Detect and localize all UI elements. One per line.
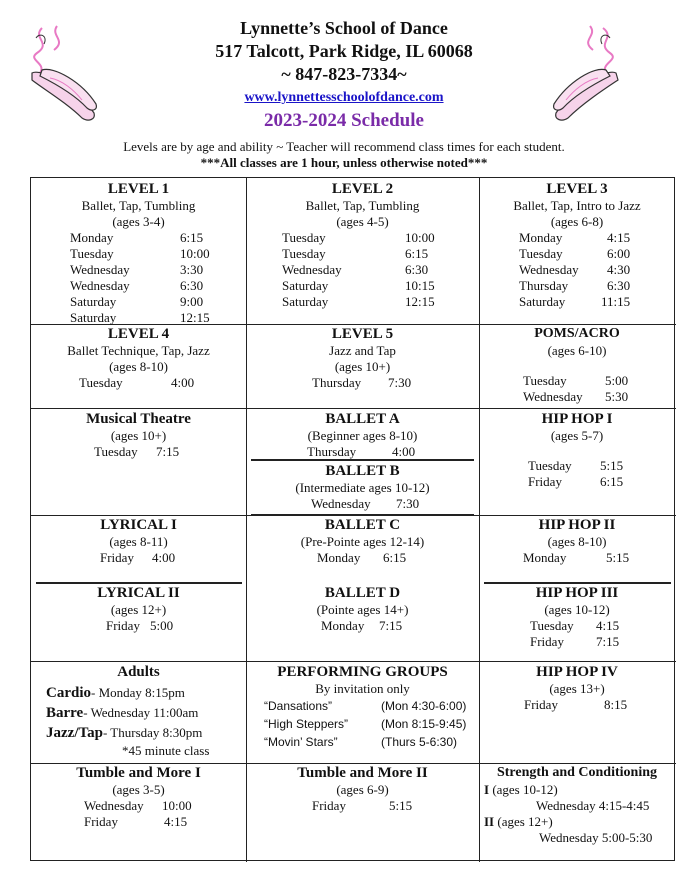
time: 5:15 xyxy=(600,458,624,473)
time: 6:30 xyxy=(405,262,429,277)
time: 10:15 xyxy=(405,278,435,293)
time: 4:15 xyxy=(607,230,631,245)
class-lyrical-1 xyxy=(32,516,245,566)
day: Monday xyxy=(317,550,361,565)
adult-class-note: *45 minute class xyxy=(122,743,210,758)
class-title: Tumble and More II xyxy=(297,765,428,781)
adult-class-name: Cardio xyxy=(46,685,91,701)
class-ages: (ages 8-11) xyxy=(109,534,168,549)
class-title: LEVEL 2 xyxy=(331,181,394,197)
time: 8:15 xyxy=(604,697,628,712)
class-performing-groups xyxy=(247,663,478,751)
class-ages: (ages 5-7) xyxy=(550,428,604,443)
class-tumble-1 xyxy=(32,764,245,830)
time: 7:30 xyxy=(396,496,420,511)
class-strength-conditioning xyxy=(480,764,674,846)
day: Tuesday xyxy=(282,230,326,245)
class-title: BALLET A xyxy=(325,411,400,427)
class-title: Strength and Conditioning xyxy=(496,765,657,780)
day: Wednesday xyxy=(519,262,579,277)
group-time: (Thurs 5-6:30) xyxy=(381,735,458,749)
adult-class-time: - Wednesday 11:00am xyxy=(83,705,199,720)
class-subtitle: Jazz and Tap xyxy=(329,343,396,358)
time: 4:15 xyxy=(164,814,188,829)
class-title: HIP HOP III xyxy=(535,585,619,601)
class-ages: (Pointe ages 14+) xyxy=(316,602,409,617)
time: 6:15 xyxy=(405,246,429,261)
day: Tuesday xyxy=(94,444,138,459)
day: Saturday xyxy=(282,294,329,309)
class-ages: (ages 3-4) xyxy=(112,214,165,229)
group-name: “High Steppers” xyxy=(264,717,349,731)
day: Monday xyxy=(321,618,365,633)
group-time: Wednesday 5:00-5:30 xyxy=(539,830,653,845)
school-website-link[interactable]: www.lynnettesschoolofdance.com xyxy=(244,90,444,105)
class-title: LEVEL 4 xyxy=(107,326,170,342)
day: Wednesday xyxy=(282,262,342,277)
class-poms-acro xyxy=(480,325,674,405)
class-ages: (ages 8-10) xyxy=(109,359,168,374)
adult-class-name: Barre xyxy=(46,705,84,721)
day: Friday xyxy=(524,697,558,712)
class-ages: (ages 10+) xyxy=(110,428,167,443)
class-ages: (ages 6-10) xyxy=(547,343,607,358)
class-hip-hop-4 xyxy=(480,663,674,713)
day: Tuesday xyxy=(282,246,326,261)
day: Friday xyxy=(84,814,118,829)
group-ages: (ages 10-12) xyxy=(489,782,558,797)
day: Saturday xyxy=(519,294,566,309)
ballet-shoes-icon xyxy=(548,18,628,128)
class-ballet-d xyxy=(247,584,478,634)
class-ages: (ages 10-12) xyxy=(544,602,610,617)
day: Wednesday xyxy=(70,262,130,277)
time: 7:15 xyxy=(379,618,403,633)
class-title: Adults xyxy=(117,664,160,680)
time: 4:30 xyxy=(607,262,631,277)
class-subtitle: Ballet, Tap, Intro to Jazz xyxy=(513,198,641,213)
levels-note: Levels are by age and ability ~ Teacher will recommend class times for each student. xyxy=(123,139,565,154)
ballet-shoes-icon xyxy=(22,18,102,128)
duration-note: ***All classes are 1 hour, unless otherwise noted*** xyxy=(200,155,488,170)
class-title: LEVEL 5 xyxy=(331,326,394,342)
day: Friday xyxy=(106,618,140,633)
time: 6:30 xyxy=(180,278,204,293)
time: 3:30 xyxy=(180,262,204,277)
group-label: II xyxy=(484,814,495,829)
class-title: Tumble and More I xyxy=(76,765,201,781)
day: Wednesday xyxy=(523,389,583,404)
class-ages: (ages 10+) xyxy=(334,359,391,374)
class-ballet-b xyxy=(247,462,478,512)
class-title: LYRICAL I xyxy=(100,517,177,533)
class-title: HIP HOP IV xyxy=(536,664,618,680)
school-address: 517 Talcott, Park Ridge, IL 60068 xyxy=(215,41,473,61)
day: Tuesday xyxy=(79,375,123,390)
schedule-year-title: 2023-2024 Schedule xyxy=(264,110,424,131)
day: Monday xyxy=(70,230,114,245)
adult-class-time: - Thursday 8:30pm xyxy=(102,725,203,740)
class-ages: (ages 12+) xyxy=(110,602,167,617)
class-tumble-2 xyxy=(247,764,478,814)
day: Thursday xyxy=(519,278,569,293)
group-name: “Movin’ Stars” xyxy=(264,735,338,749)
day: Tuesday xyxy=(528,458,572,473)
day: Monday xyxy=(519,230,563,245)
time: 6:00 xyxy=(607,246,631,261)
time: 7:30 xyxy=(388,375,412,390)
class-subtitle: Ballet Technique, Tap, Jazz xyxy=(67,343,210,358)
day: Tuesday xyxy=(519,246,563,261)
class-title: BALLET C xyxy=(324,517,401,533)
class-ages: (ages 4-5) xyxy=(336,214,389,229)
class-hip-hop-2 xyxy=(480,516,674,566)
class-subtitle: Ballet, Tap, Tumbling xyxy=(305,198,420,213)
adult-class-name: Jazz/Tap xyxy=(46,725,103,741)
class-ages: (ages 3-5) xyxy=(112,782,165,797)
school-name: Lynnette’s School of Dance xyxy=(240,18,448,38)
class-title: LYRICAL II xyxy=(97,585,180,601)
group-time: (Mon 8:15-9:45) xyxy=(381,717,467,731)
class-level-1 xyxy=(32,180,245,326)
day: Wednesday xyxy=(311,496,371,511)
time: 7:15 xyxy=(156,444,180,459)
group-label: I xyxy=(484,782,490,797)
class-ages: (Intermediate ages 10-12) xyxy=(295,480,430,495)
class-ages: (ages 6-8) xyxy=(550,214,604,229)
class-subtitle: By invitation only xyxy=(315,681,410,696)
class-title: BALLET D xyxy=(324,585,401,601)
group-time: Wednesday 4:15-4:45 xyxy=(536,798,650,813)
class-level-4 xyxy=(32,325,245,391)
class-ballet-a xyxy=(247,410,478,460)
class-title: POMS/ACRO xyxy=(534,326,620,341)
time: 10:00 xyxy=(405,230,435,245)
time: 5:15 xyxy=(606,550,630,565)
time: 6:15 xyxy=(180,230,204,245)
time: 5:15 xyxy=(389,798,413,813)
class-ballet-c xyxy=(247,516,478,566)
class-title: BALLET B xyxy=(325,463,400,479)
adult-class-time: - Monday 8:15pm xyxy=(91,685,185,700)
class-ages: (ages 8-10) xyxy=(547,534,607,549)
class-hip-hop-3 xyxy=(480,584,674,650)
day: Thursday xyxy=(312,375,362,390)
time: 4:15 xyxy=(596,618,620,633)
group-ages: (ages 12+) xyxy=(494,814,553,829)
class-ages: (Pre-Pointe ages 12-14) xyxy=(300,534,425,549)
time: 6:30 xyxy=(607,278,631,293)
class-ages: (Beginner ages 8-10) xyxy=(307,428,418,443)
class-ages: (ages 13+) xyxy=(549,681,605,696)
time: 7:15 xyxy=(596,634,620,649)
class-adults xyxy=(32,663,245,759)
day: Thursday xyxy=(307,444,357,459)
day: Friday xyxy=(312,798,346,813)
day: Friday xyxy=(530,634,564,649)
class-title: LEVEL 3 xyxy=(546,181,608,197)
day: Saturday xyxy=(282,278,329,293)
time: 10:00 xyxy=(162,798,192,813)
time: 4:00 xyxy=(152,550,176,565)
day: Tuesday xyxy=(530,618,574,633)
day: Friday xyxy=(528,474,562,489)
time: 6:15 xyxy=(383,550,407,565)
time: 10:00 xyxy=(180,246,210,261)
class-level-5 xyxy=(247,325,478,391)
time: 11:15 xyxy=(601,294,631,309)
time: 5:00 xyxy=(605,373,629,388)
group-time: (Mon 4:30-6:00) xyxy=(381,699,467,713)
class-title: HIP HOP II xyxy=(538,517,616,533)
class-ages: (ages 6-9) xyxy=(336,782,389,797)
day: Tuesday xyxy=(523,373,567,388)
day: Wednesday xyxy=(84,798,144,813)
day: Saturday xyxy=(70,310,117,325)
group-name: “Dansations” xyxy=(264,699,333,713)
class-subtitle: Ballet, Tap, Tumbling xyxy=(81,198,196,213)
time: 5:00 xyxy=(150,618,174,633)
day: Tuesday xyxy=(70,246,114,261)
class-musical-theatre xyxy=(32,410,245,460)
time: 4:00 xyxy=(392,444,416,459)
class-title: LEVEL 1 xyxy=(107,181,170,197)
time: 6:15 xyxy=(600,474,624,489)
class-level-3 xyxy=(480,180,674,310)
class-title: Musical Theatre xyxy=(86,411,191,427)
time: 9:00 xyxy=(180,294,204,309)
day: Friday xyxy=(100,550,134,565)
time: 4:00 xyxy=(171,375,195,390)
day: Monday xyxy=(523,550,567,565)
time: 12:15 xyxy=(405,294,435,309)
day: Wednesday xyxy=(70,278,130,293)
time: 12:15 xyxy=(180,310,210,325)
class-hip-hop-1 xyxy=(480,410,674,490)
day: Saturday xyxy=(70,294,117,309)
time: 5:30 xyxy=(605,389,629,404)
class-level-2 xyxy=(247,180,478,310)
school-phone: ~ 847-823-7334~ xyxy=(281,64,407,84)
class-lyrical-2 xyxy=(32,584,245,634)
class-title: PERFORMING GROUPS xyxy=(277,664,448,680)
class-title: HIP HOP I xyxy=(541,411,613,427)
